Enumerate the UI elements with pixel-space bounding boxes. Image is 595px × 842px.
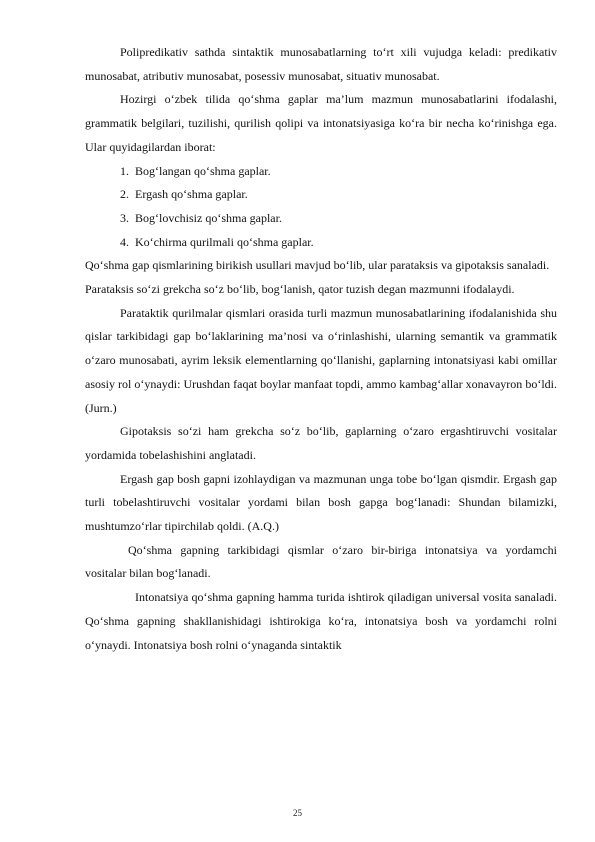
list-text: Ergash qo‘shma gaplar. xyxy=(135,187,248,202)
list-number: 3. xyxy=(120,210,129,225)
list-item xyxy=(85,207,557,231)
list-number: 1. xyxy=(120,163,129,178)
paragraph-joining-methods: Qo‘shma gap qismlarining birikish usullari mavjud bo‘lib, ular parataksis va gipotaksis sanaladi. xyxy=(85,258,550,273)
paragraph-paratactic-structures: Parataktik qurilmalar qismlari orasida turli mazmun munosabatlarining ifodalanishida shu qislar tarkibidagi gap bo‘laklarining ma’nosi va o‘rinlashishi, ularning semantik va grammatik o‘zaro munosabati, ayrim leksik elementlarning qo‘llanishi, gaplarning intonatsiyasi kabi omillar asosiy rol o‘ynaydi: Urushdan faqat boylar manfaat topdi, ammo kambag‘allar xonavayron bo‘ldi. (Jurn.) xyxy=(85,305,557,415)
list-item xyxy=(85,231,557,255)
list-number: 4. xyxy=(120,234,129,249)
list-text: Ko‘chirma qurilmali qo‘shma gaplar. xyxy=(135,234,314,249)
paragraph-subordinate-clause: Ergash gap bosh gapni izohlaydigan va mazmunan unga tobe bo‘lgan qismdir. Ergash gap turli tobelashtiruvchi vositalar yordami bilan bosh gapga bog‘lanadi: Shundan bilamizki, mushtumzo‘rlar tipirchilab qoldi. (A.Q.) xyxy=(85,471,557,534)
list-number: 2. xyxy=(120,187,129,202)
page-body xyxy=(85,41,557,657)
page-number: 25 xyxy=(293,808,302,818)
paragraph-clause-linking: Qo‘shma gapning tarkibidagi qismlar o‘zaro bir-biriga intonatsiya va yordamchi vositalar bilan bog‘lanadi. xyxy=(85,542,557,581)
list-item xyxy=(85,160,557,184)
paragraph-parataxis-definition: Parataksis so‘zi grekcha so‘z bo‘lib, bog‘lanish, qator tuzish degan mazmunni ifodalaydi. xyxy=(85,282,515,297)
paragraph-intonation: Intonatsiya qo‘shma gapning hamma turida ishtirok qiladigan universal vosita sanaladi. Qo‘shma gapning shakllanishidagi ishtirokiga ko‘ra, intonatsiya bosh va yordamchi rolni o‘ynaydi. Intonatsiya bosh rolni o‘ynaganda sintaktik xyxy=(85,590,557,652)
list-item xyxy=(85,183,557,207)
paragraph-syntactic-relations: Polipredikativ sathda sintaktik munosabatlarning to‘rt xili vujudga keladi: predikativ munosabat, atributiv munosabat, posessiv munosabat, situativ munosabat. xyxy=(85,45,557,83)
paragraph-hypotaxis-definition: Gipotaksis so‘zi ham grekcha so‘z bo‘lib, gaplarning o‘zaro ergashtiruvchi vositalar yordamida tobelashishini anglatadi. xyxy=(85,424,557,462)
paragraph-compound-sentence-types: Hozirgi o‘zbek tilida qo‘shma gaplar ma’lum mazmun munosabatlarini ifodalashi, grammatik belgilari, tuzilishi, qurilish qolipi va intonatsiyasiga ko‘ra bir necha ko‘rinishga ega. Ular quyidagilardan iborat: xyxy=(85,92,557,154)
list-text: Bog‘lovchisiz qo‘shma gaplar. xyxy=(135,210,282,225)
list-text: Bog‘langan qo‘shma gaplar. xyxy=(135,163,271,178)
